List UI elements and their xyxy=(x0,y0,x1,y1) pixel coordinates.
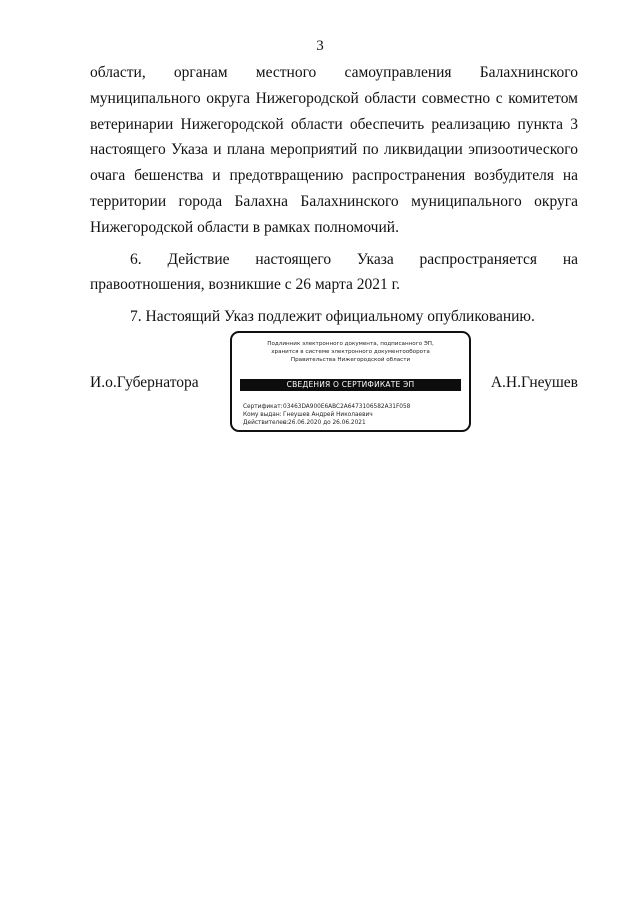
stamp-issued-to-row xyxy=(243,411,410,419)
paragraph-continuation: области, органам местного самоуправления Балахнинского муниципального округа Нижегородской области совместно с комитетом ветеринарии Нижегородской области обеспечить реализацию пункта 3 настоящего Указа и плана мероприятий по ликвидации эпизоотического очага бешенства и предотвращению распространения возбудителя на территории города Балахна Балахнинского муниципального округа Нижегородской области в рамках полномочий. xyxy=(90,64,578,236)
stamp-valid-row xyxy=(243,419,410,427)
signatory-name: А.Н.Гнеушев xyxy=(490,374,578,391)
signatory-position: И.о.Губернатора xyxy=(90,374,199,391)
stamp-certificate-value: 03463DA900E6ABC2A6473106582A31F058 xyxy=(283,404,411,410)
stamp-details xyxy=(243,403,410,427)
page-number: 3 xyxy=(316,38,324,54)
stamp-header xyxy=(232,340,469,364)
stamp-title: СВЕДЕНИЯ О СЕРТИФИКАТЕ ЭП xyxy=(240,379,461,391)
stamp-header-line: Правительства Нижегородской области xyxy=(290,357,411,363)
stamp-issued-to-label: Кому выдан: xyxy=(243,412,282,418)
stamp-certificate-row xyxy=(243,403,410,411)
stamp-certificate-label: Сертификат: xyxy=(243,404,283,410)
stamp-valid-label: Действителен: xyxy=(243,420,289,426)
stamp-issued-to-value: Гнеушев Андрей Николаевич xyxy=(283,412,373,418)
stamp-valid-value: с 26.06.2020 до 26.06.2021 xyxy=(283,420,366,426)
stamp-header-line: хранится в системе электронного документооборота xyxy=(271,349,430,355)
stamp-header-line: Подлинник электронного документа, подписанного ЭП, xyxy=(267,341,434,347)
electronic-signature-stamp xyxy=(230,331,471,432)
paragraph-7: 7. Настоящий Указ подлежит официальному опубликованию. xyxy=(130,308,535,326)
document-body xyxy=(90,60,578,330)
paragraph-6: 6. Действие настоящего Указа распространяется на правоотношения, возникшие с 26 марта 2021 г. xyxy=(90,250,578,294)
